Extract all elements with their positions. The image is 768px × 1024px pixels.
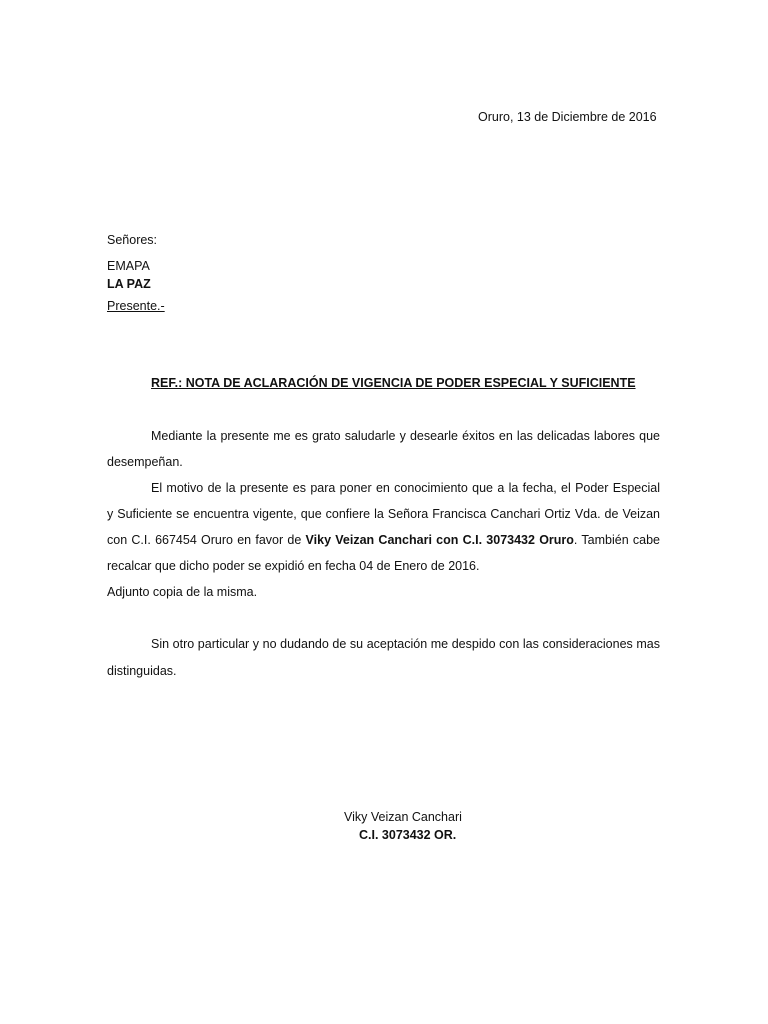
body-p2-line1: El motivo de la presente es para poner en conocimiento que a la fecha, el Poder Especial <box>151 481 660 495</box>
body-p2-line5: Adjunto copia de la misma. <box>107 585 258 599</box>
salutation: Señores: <box>107 233 158 247</box>
grantee-highlight: Viky Veizan Canchari con C.I. 3073432 Oruro <box>305 533 574 547</box>
recipient-presente: Presente.- <box>107 299 165 313</box>
body-p2-line2: y Suficiente se encuentra vigente, que confiere la Señora Francisca Canchari Ortiz Vda. de Veizan <box>107 507 660 521</box>
body-p2-line3-part-c: . También cabe <box>573 533 660 547</box>
signature-ci: C.I. 3073432 OR. <box>359 828 457 842</box>
body-p2-line3-part-a: con C.I. 667454 Oruro en favor de <box>107 533 302 547</box>
body-p3-line2: distinguidas. <box>107 664 177 678</box>
body-p2-line3 <box>107 532 660 548</box>
body-p1-line2: desempeñan. <box>107 455 183 469</box>
body-p1-line1: Mediante la presente me es grato saludarle y desearle éxitos en las delicadas labores que <box>151 429 660 443</box>
reference-line: REF.: NOTA DE ACLARACIÓN DE VIGENCIA DE PODER ESPECIAL Y SUFICIENTE <box>151 376 636 390</box>
body-p3-line1: Sin otro particular y no dudando de su aceptación me despido con las consideraciones mas <box>151 637 660 651</box>
body-p2-line4: recalcar que dicho poder se expidió en fecha 04 de Enero de 2016. <box>107 559 480 573</box>
recipient-org: EMAPA <box>107 259 150 273</box>
signature-name: Viky Veizan Canchari <box>344 810 462 824</box>
place-date: Oruro, 13 de Diciembre de 2016 <box>478 110 657 124</box>
recipient-city: LA PAZ <box>107 277 151 291</box>
